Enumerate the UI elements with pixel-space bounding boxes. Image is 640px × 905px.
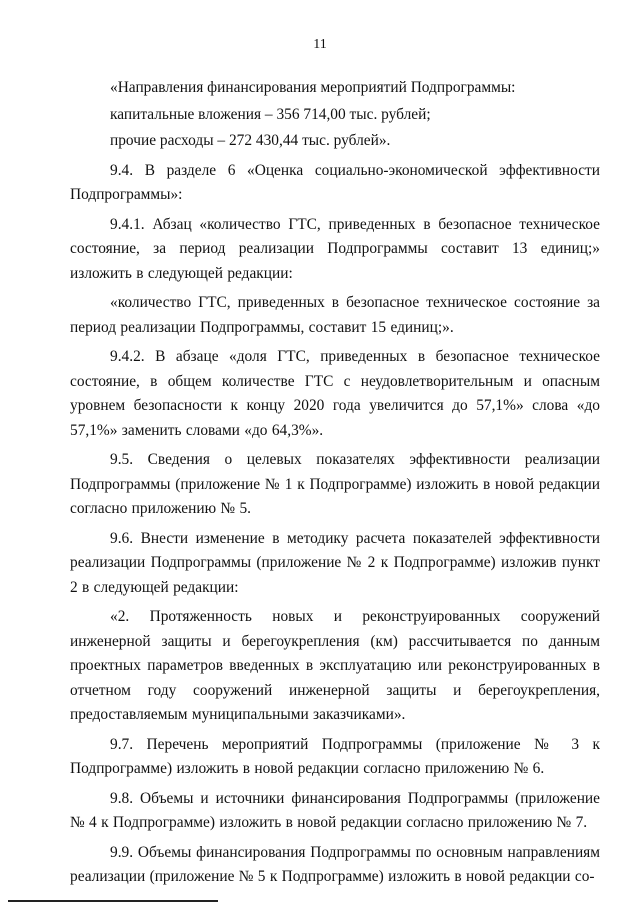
paragraph-9-4: 9.4. В разделе 6 «Оценка социально-экономической эффективности Подпрограммы»:: [70, 161, 600, 203]
paragraph-9-9: 9.9. Объемы финансирования Подпрограммы по основным направлениям реализации (приложение № 5 к Подпрограмме) изложить в новой редакции со-: [70, 843, 600, 885]
scan-edge-rule: [8, 900, 218, 902]
paragraph-9-6: 9.6. Внести изменение в методику расчета показателей эффективности реализации Подпрограммы (приложение № 2 к Подпрограмме) изложив пункт 2 в следующей редакции:: [70, 529, 600, 596]
paragraph-9-7: 9.7. Перечень мероприятий Подпрограммы (приложение № 3 к Подпрограмме) изложить в новой редакции согласно приложению № 6.: [70, 735, 600, 777]
paragraph-other-expenses: прочие расходы – 272 430,44 тыс. рублей».: [110, 132, 391, 149]
paragraph-capital-investments: капитальные вложения – 356 714,00 тыс. рублей;: [110, 105, 431, 123]
document-body: [70, 76, 600, 895]
paragraph-9-4-1: 9.4.1. Абзац «количество ГТС, приведенных в безопасное техническое состояние, за период реализации Подпрограммы составит 13 единиц;» изложить в следующей редакции:: [70, 215, 600, 282]
paragraph-9-8: 9.8. Объемы и источники финансирования Подпрограммы (приложение № 4 к Подпрограмме) изложить в новой редакции согласно приложению № 7.: [70, 789, 600, 831]
paragraph-9-5: 9.5. Сведения о целевых показателях эффективности реализации Подпрограммы (приложение № 1 к Подпрограмме) изложить в новой редакции согласно приложению № 5.: [70, 451, 600, 517]
paragraph-9-4-1-new-text: «количество ГТС, приведенных в безопасное техническое состояние за период реализации Подпрограммы, составит 15 единиц;».: [70, 294, 600, 336]
paragraph-9-6-new-text: «2. Протяженность новых и реконструированных сооружений инженерной защиты и берегоукрепления (км) рассчитывается по данным проектных параметров введенных в эксплуатацию или реконструированных в отчетном году сооружений инженерной защиты и берегоукрепления, предоставляемым муниципальными заказчиками».: [70, 608, 600, 723]
paragraph-9-4-2: 9.4.2. В абзаце «доля ГТС, приведенных в безопасное техническое состояние, в общем количестве ГТС с неудовлетворительным и опасным уровнем безопасности к концу 2020 года увеличится до 57,1%» слова «до 57,1%» заменить словами «до 64,3%».: [70, 348, 600, 439]
page-number: 11: [313, 37, 327, 52]
paragraph-funding-directions: «Направления финансирования мероприятий Подпрограммы:: [110, 79, 516, 96]
